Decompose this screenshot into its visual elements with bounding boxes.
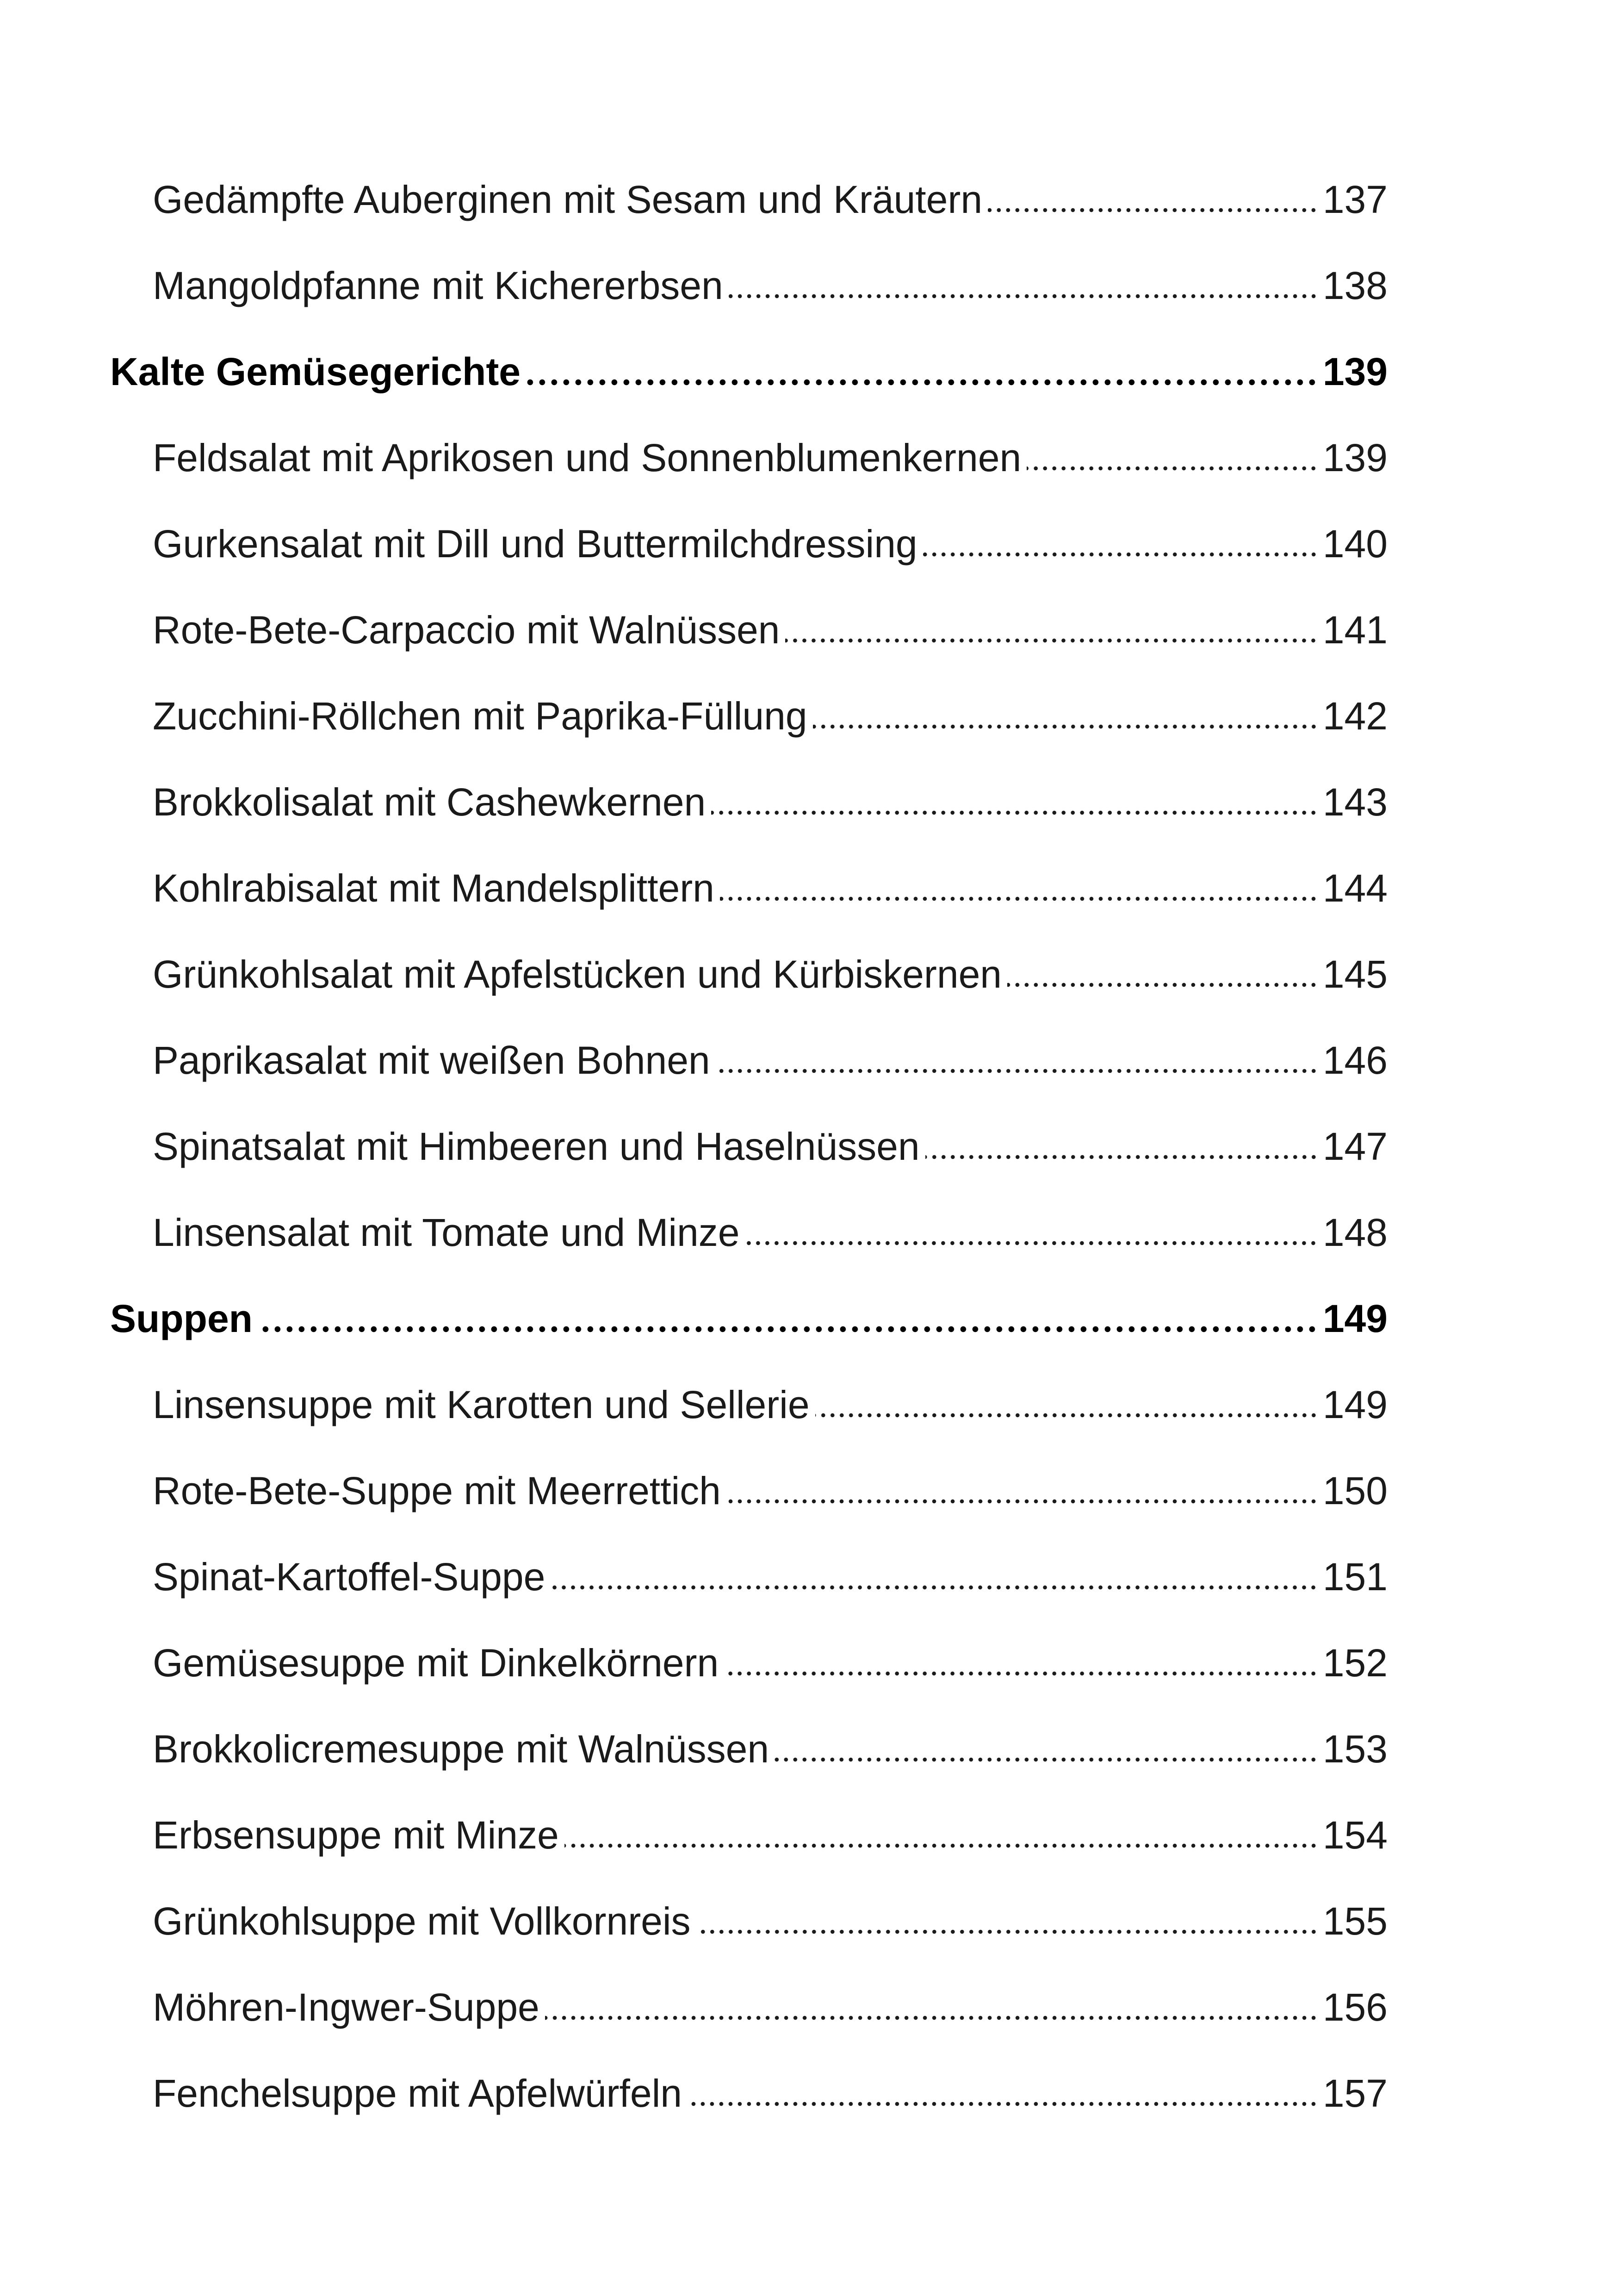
dot-leader — [720, 896, 1318, 901]
toc-entry[interactable] — [0, 1110, 1618, 1166]
dot-leader — [745, 1241, 1318, 1245]
toc-entry-page: 138 — [1322, 264, 1388, 307]
toc-entry-title: Mangoldpfanne mit Kichererbsen — [153, 264, 723, 307]
dot-leader — [545, 2016, 1318, 2020]
toc-entry-page: 154 — [1322, 1813, 1388, 1857]
toc-entry-page: 142 — [1322, 694, 1388, 738]
toc-entry-page: 137 — [1322, 178, 1388, 221]
dot-leader — [726, 1499, 1318, 1504]
toc-entry-page: 144 — [1322, 866, 1388, 910]
dot-leader — [1027, 466, 1318, 471]
toc-entry-title: Spinatsalat mit Himbeeren und Haselnüssen — [153, 1125, 920, 1168]
toc-entry[interactable] — [0, 422, 1618, 477]
toc-entry-title: Grünkohlsalat mit Apfelstücken und Kürbiskernen — [153, 952, 1002, 996]
toc-entry-title: Gemüsesuppe mit Dinkelkörnern — [153, 1641, 719, 1685]
toc-entry-title: Brokkolicremesuppe mit Walnüssen — [153, 1727, 769, 1771]
toc-entry-page: 148 — [1322, 1211, 1388, 1254]
toc-entry[interactable] — [0, 1024, 1618, 1080]
toc-entry-page: 141 — [1322, 608, 1388, 652]
toc-entry-title: Gedämpfte Auberginen mit Sesam und Kräutern — [153, 178, 983, 221]
toc-entry[interactable] — [0, 1885, 1618, 1941]
toc-entry-page: 156 — [1322, 1985, 1388, 2029]
toc-entry-page: 151 — [1322, 1555, 1388, 1599]
toc-entry[interactable] — [0, 594, 1618, 652]
toc-entry[interactable] — [0, 163, 1618, 219]
toc-entry-title: Fenchelsuppe mit Apfelwürfeln — [153, 2072, 682, 2115]
toc-entry[interactable] — [0, 1455, 1618, 1510]
toc-entry-title: Möhren-Ingwer-Suppe — [153, 1985, 539, 2029]
toc-entry-page: 153 — [1322, 1727, 1388, 1771]
dot-leader — [696, 1929, 1318, 1934]
dot-leader — [785, 638, 1318, 643]
dot-leader — [688, 2102, 1318, 2106]
dot-leader — [729, 294, 1318, 299]
toc-entry-title: Zucchini-Röllchen mit Paprika-Füllung — [153, 694, 807, 738]
toc-entry-title: Feldsalat mit Aprikosen und Sonnenblumenkernen — [153, 436, 1022, 479]
toc-entry-page: 152 — [1322, 1641, 1388, 1685]
toc-entry[interactable] — [0, 508, 1618, 566]
toc-entry[interactable] — [0, 249, 1618, 305]
toc-entry-page: 150 — [1322, 1469, 1388, 1512]
toc-entry[interactable] — [0, 1799, 1618, 1857]
toc-entry-title: Grünkohlsuppe mit Vollkornreis — [153, 1899, 691, 1943]
toc-entry-page: 140 — [1322, 522, 1388, 566]
dot-leader — [1007, 983, 1318, 987]
toc-entry[interactable] — [0, 1541, 1618, 1599]
toc-entry-page: 143 — [1322, 780, 1388, 824]
toc-entry-page: 155 — [1322, 1899, 1388, 1943]
toc-section-entry[interactable] — [0, 1282, 1618, 1338]
dot-leader — [258, 1326, 1318, 1332]
toc-entry-title: Gurkensalat mit Dill und Buttermilchdressing — [153, 522, 917, 566]
toc-entry[interactable] — [0, 1369, 1618, 1424]
dot-leader — [925, 1155, 1318, 1159]
toc-entry-title: Spinat-Kartoffel-Suppe — [153, 1555, 546, 1599]
toc-entry-title: Paprikasalat mit weißen Bohnen — [153, 1039, 710, 1082]
toc-entry-page: 147 — [1322, 1125, 1388, 1168]
toc-entry-page: 139 — [1322, 436, 1388, 479]
toc-entry-page: 146 — [1322, 1039, 1388, 1082]
toc-entry-title: Erbsensuppe mit Minze — [153, 1813, 559, 1857]
toc-entry-title: Rote-Bete-Carpaccio mit Walnüssen — [153, 608, 780, 652]
dot-leader — [716, 1069, 1318, 1073]
toc-section-title: Kalte Gemüsegerichte — [110, 350, 521, 393]
dot-leader — [923, 552, 1318, 557]
toc-entry[interactable] — [0, 938, 1618, 994]
dot-leader — [813, 724, 1318, 729]
dot-leader — [551, 1585, 1318, 1590]
toc-entry-title: Linsensuppe mit Karotten und Sellerie — [153, 1383, 810, 1426]
toc-entry-page: 145 — [1322, 952, 1388, 996]
toc-section-page: 149 — [1322, 1297, 1388, 1340]
dot-leader — [775, 1757, 1318, 1762]
dot-leader — [815, 1413, 1318, 1418]
toc-entry-title: Rote-Bete-Suppe mit Meerrettich — [153, 1469, 721, 1512]
toc-entry-page: 149 — [1322, 1383, 1388, 1426]
toc-entry[interactable] — [0, 852, 1618, 908]
toc-section-entry[interactable] — [0, 336, 1618, 391]
dot-leader — [724, 1671, 1318, 1676]
toc-entry-title: Linsensalat mit Tomate und Minze — [153, 1211, 740, 1254]
toc-entry-title: Brokkolisalat mit Cashewkernen — [153, 780, 706, 824]
dot-leader — [711, 810, 1318, 815]
dot-leader — [988, 208, 1318, 212]
toc-entry[interactable] — [0, 1971, 1618, 2027]
toc-entry[interactable] — [0, 2057, 1618, 2113]
toc-entry[interactable] — [0, 1713, 1618, 1771]
toc-entry[interactable] — [0, 766, 1618, 824]
toc-entry[interactable] — [0, 680, 1618, 738]
toc-entry[interactable] — [0, 1196, 1618, 1252]
toc-entry-page: 157 — [1322, 2072, 1388, 2115]
toc-entry-title: Kohlrabisalat mit Mandelsplittern — [153, 866, 714, 910]
toc-section-page: 139 — [1322, 350, 1388, 393]
dot-leader — [526, 379, 1318, 386]
toc-entry[interactable] — [0, 1627, 1618, 1685]
dot-leader — [564, 1843, 1318, 1848]
toc-section-title: Suppen — [110, 1297, 253, 1340]
